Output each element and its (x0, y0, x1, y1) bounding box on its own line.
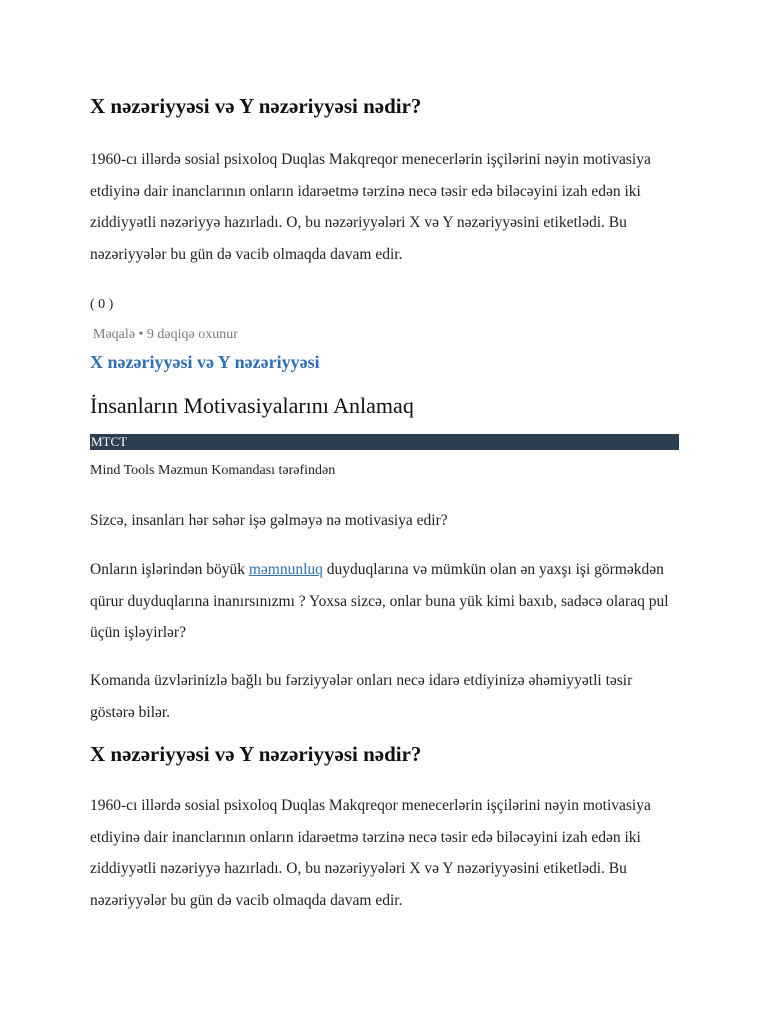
article-title: X nəzəriyyəsi və Y nəzəriyyəsi (90, 352, 320, 372)
question-paragraph: Sizcə, insanları hər səhər işə gəlməyə nə motivasiya edir? (90, 512, 448, 529)
assumptions-paragraph: Komanda üzvlərinizlə bağlı bu fərziyyələr onları necə idarə etdiyinizə əhəmiyyətli təsir göstərə bilər. (90, 672, 633, 721)
section2-paragraph: 1960-cı illərdə sosial psixoloq Duqlas Makqreqor menecerlərin işçilərini nəyin motivasiya etdiyinə dair inanclarının onların idarəetmə tərzinə necə təsir edə biləcəyini izah edən iki ziddiyyətli nəzəriyyə hazırladı. O, bu nəzəriyyələri X və Y nəzəriyyəsini etiketlədi. Bu nəzəriyyələr bu gün də vacib olmaqda davam edir. (90, 797, 651, 909)
intro-heading: X nəzəriyyəsi və Y nəzəriyyəsi nədir? (90, 94, 422, 118)
author-line: Mind Tools Məzmun Komandası tərəfindən (90, 463, 336, 478)
rating-count[interactable]: ( 0 ) (90, 297, 114, 312)
satisfaction-paragraph (90, 554, 680, 649)
satisfaction-link[interactable]: məmnunluq (248, 561, 323, 578)
tag-bar: MTCT (90, 434, 679, 450)
article-subtitle: İnsanların Motivasiyalarını Anlamaq (90, 393, 414, 418)
satisfaction-text-end: duyduqlarına və mümkün olan ən yaxşı işi görməkdən qürur duyduqlarına inanırsınızmı ? Yoxsa sizcə, onlar buna yük kimi baxıb, sadəcə olaraq pul üçün işləyirlər? (90, 561, 669, 641)
intro-paragraph: 1960-cı illərdə sosial psixoloq Duqlas Makqreqor menecerlərin işçilərini nəyin motivasiya etdiyinə dair inanclarının onların idarəetmə tərzinə necə təsir edə biləcəyini izah edən iki ziddiyyətli nəzəriyyə hazırladı. O, bu nəzəriyyələri X və Y nəzəriyyəsini etiketlədi. Bu nəzəriyyələr bu gün də vacib olmaqda davam edir. (90, 151, 651, 263)
article-meta: Məqalə • 9 dəqiqə oxunur (93, 327, 238, 342)
section2-heading: X nəzəriyyəsi və Y nəzəriyyəsi nədir? (90, 742, 422, 766)
satisfaction-text-start: Onların işlərindən böyük (90, 561, 249, 578)
